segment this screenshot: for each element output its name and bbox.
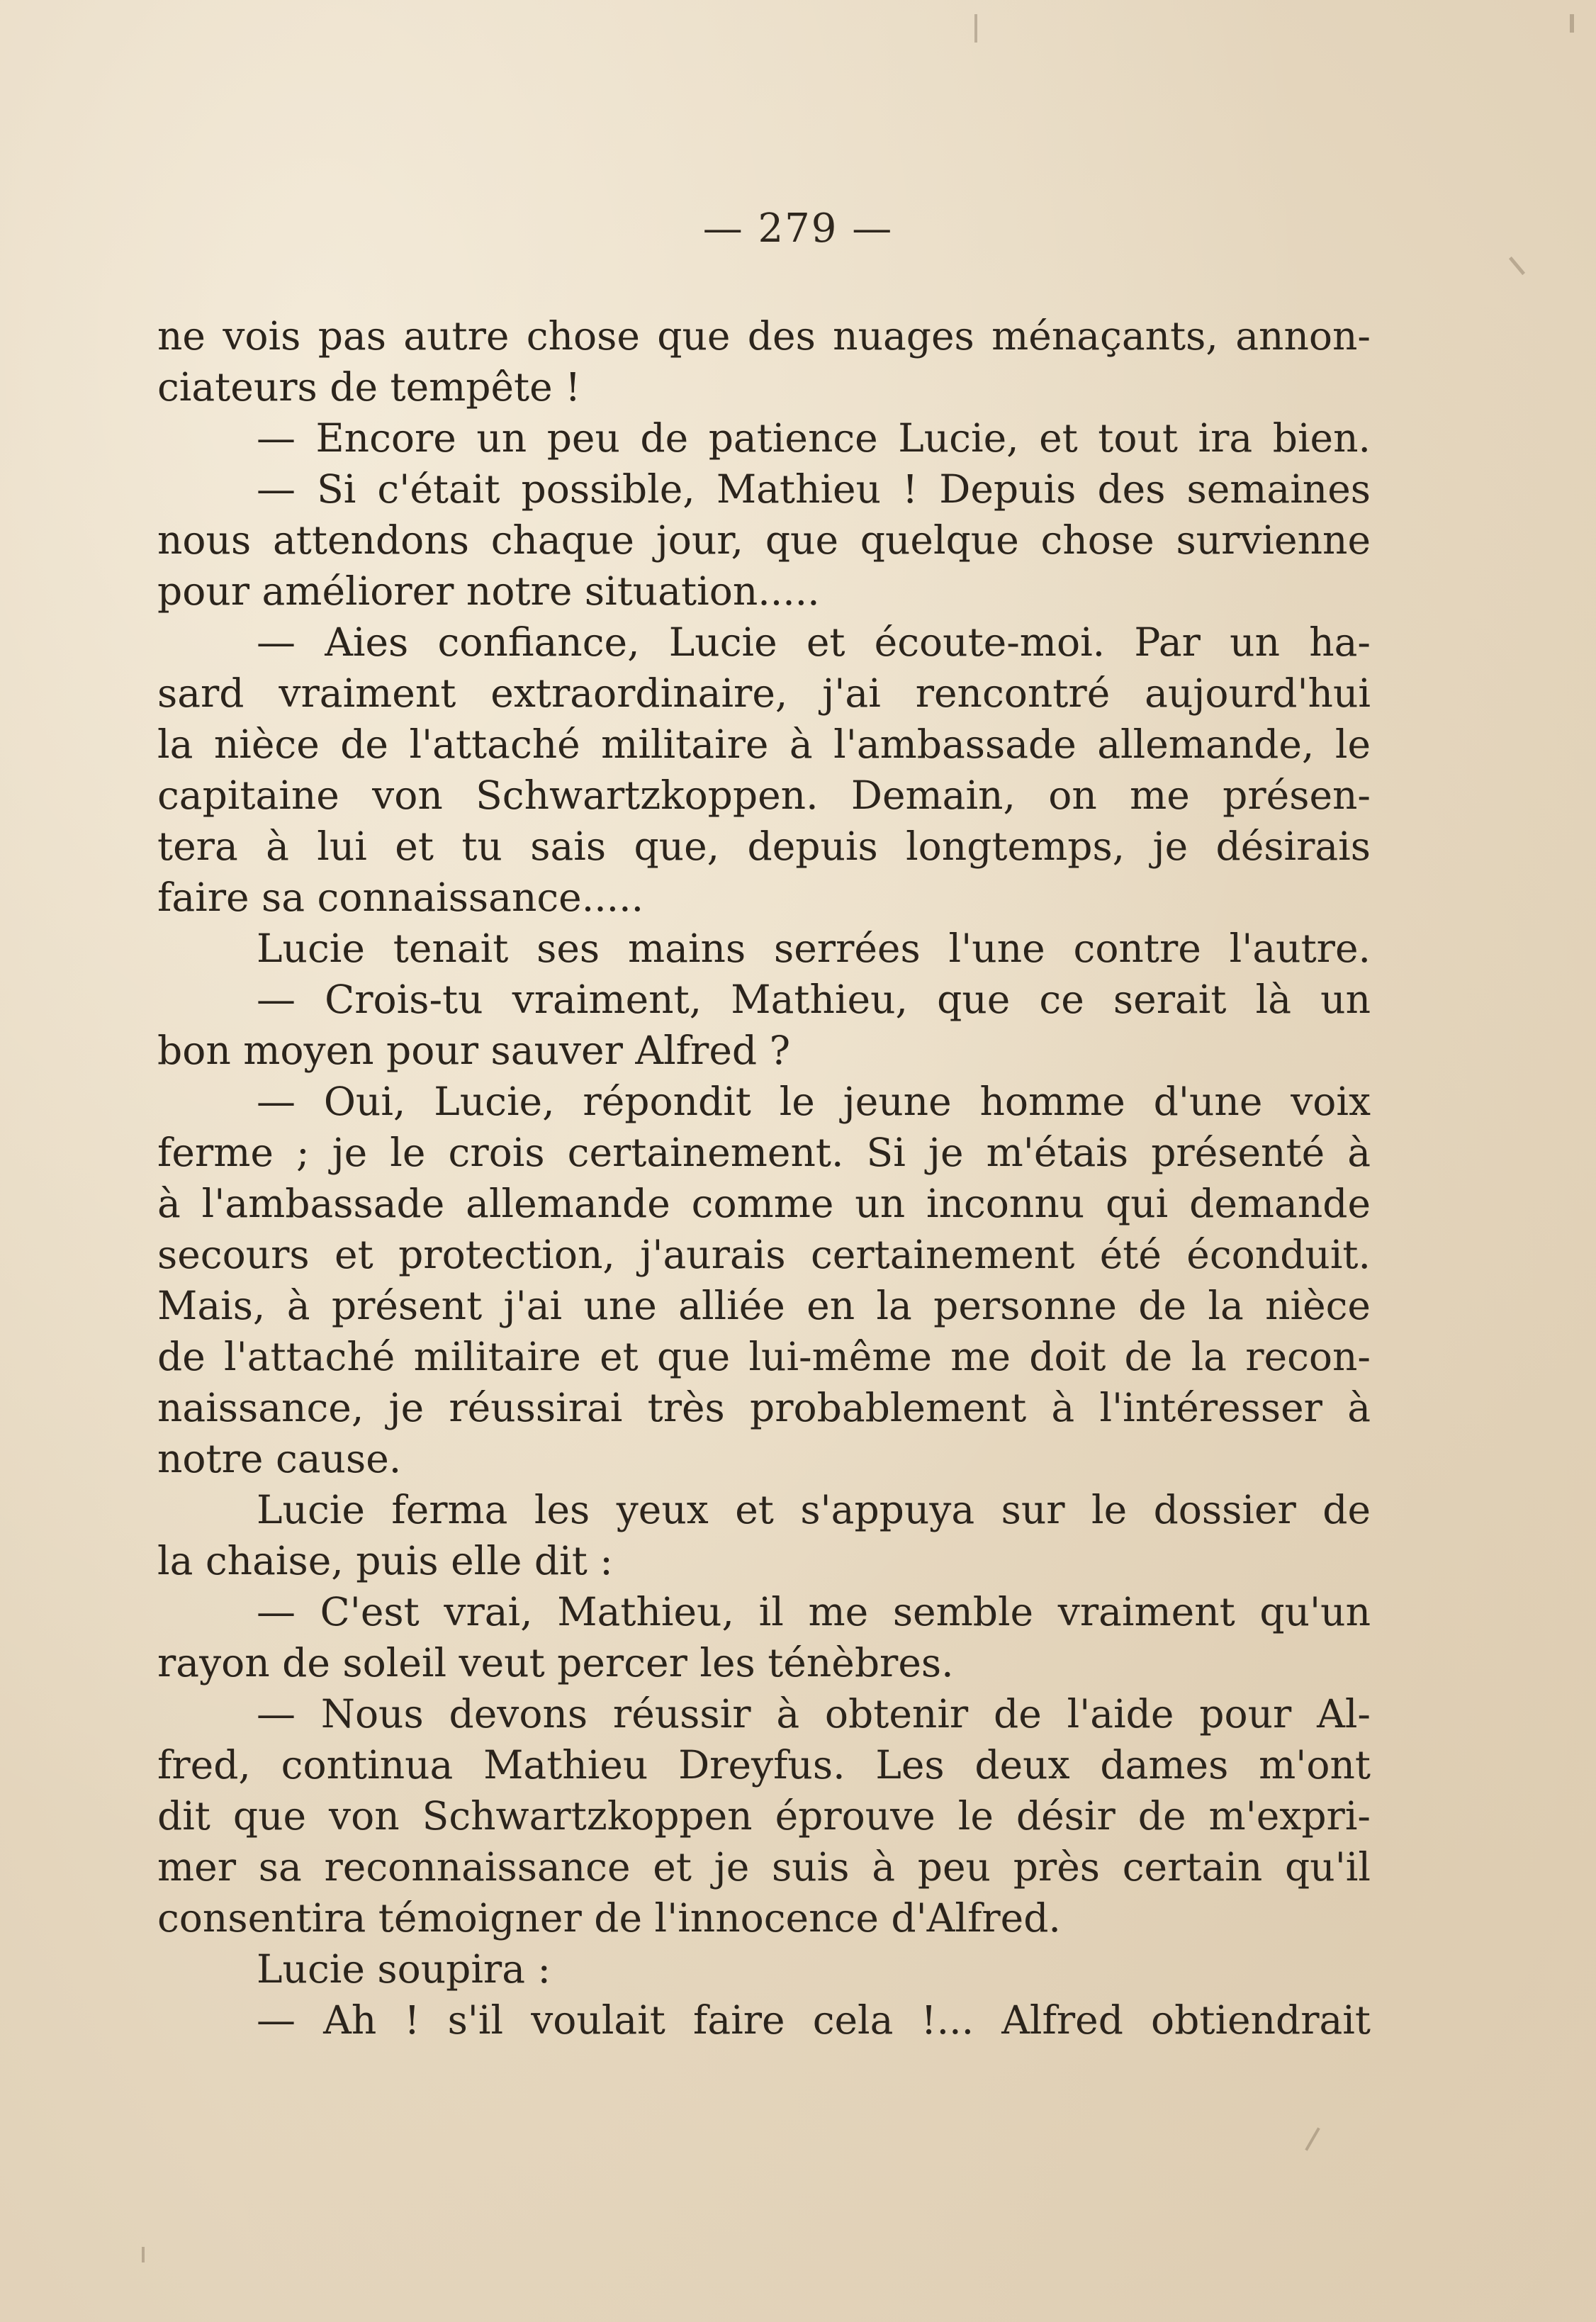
text-line: pour améliorer notre situation..... <box>157 568 820 614</box>
text-line: consentira témoigner de l'innocence d'Alfred. <box>157 1895 1061 1941</box>
text-line: ferme ; je le crois certainement. Si je m'étais présenté à <box>157 1130 1371 1175</box>
text-line: sard vraiment extraordinaire, j'ai rencontré aujourd'hui <box>157 671 1371 716</box>
text-line: — C'est vrai, Mathieu, il me semble vraiment qu'un <box>257 1589 1371 1634</box>
text-line: rayon de soleil veut percer les ténèbres. <box>157 1640 954 1686</box>
text-line: — Oui, Lucie, répondit le jeune homme d'une voix <box>257 1079 1371 1124</box>
text-line: fred, continua Mathieu Dreyfus. Les deux dames m'ont <box>157 1742 1371 1788</box>
text-line: — Aies confiance, Lucie et écoute-moi. Par un ha- <box>257 619 1371 665</box>
text-line: — Nous devons réussir à obtenir de l'aide pour Al- <box>257 1691 1371 1737</box>
text-line: Lucie tenait ses mains serrées l'une contre l'autre. <box>257 926 1371 971</box>
text-line: — Ah ! s'il voulait faire cela !... Alfred obtiendrait <box>257 1997 1371 2043</box>
paper-mark <box>974 14 977 43</box>
text-line: Lucie soupira : <box>257 1946 551 1992</box>
paper-mark <box>1570 14 1574 33</box>
text-line: nous attendons chaque jour, que quelque chose survienne <box>157 517 1371 563</box>
text-line: dit que von Schwartzkoppen éprouve le désir de m'expri- <box>157 1793 1371 1839</box>
text-line: — Crois-tu vraiment, Mathieu, que ce serait là un <box>257 977 1371 1022</box>
text-line: naissance, je réussirai très probablement à l'intéresser à <box>157 1385 1371 1430</box>
text-line: — Si c'était possible, Mathieu ! Depuis des semaines <box>257 466 1371 512</box>
paper-mark <box>1305 2127 1320 2150</box>
text-line: notre cause. <box>157 1436 402 1481</box>
text-line: bon moyen pour sauver Alfred ? <box>157 1028 791 1073</box>
text-line: Mais, à présent j'ai une alliée en la personne de la nièce <box>157 1283 1371 1328</box>
text-line: Lucie ferma les yeux et s'appuya sur le dossier de <box>257 1487 1371 1532</box>
text-line: tera à lui et tu sais que, depuis longtemps, je désirais <box>157 824 1371 869</box>
paper-mark <box>1509 257 1525 275</box>
text-line: ne vois pas autre chose que des nuages ménaçants, annon- <box>157 313 1371 359</box>
paper-mark <box>142 2247 145 2262</box>
text-line: ciateurs de tempête ! <box>157 364 581 410</box>
text-line: faire sa connaissance..... <box>157 875 644 920</box>
text-line: — Encore un peu de patience Lucie, et tout ira bien. <box>257 415 1371 461</box>
text-line: secours et protection, j'aurais certainement été éconduit. <box>157 1232 1371 1277</box>
text-line: capitaine von Schwartzkoppen. Demain, on me présen- <box>157 773 1371 818</box>
text-line: la chaise, puis elle dit : <box>157 1538 613 1583</box>
page-number: — 279 — <box>702 206 894 252</box>
text-line: la nièce de l'attaché militaire à l'ambassade allemande, le <box>157 722 1371 767</box>
text-line: mer sa reconnaissance et je suis à peu près certain qu'il <box>157 1844 1371 1890</box>
body-text <box>157 312 1371 2070</box>
text-line: de l'attaché militaire et que lui-même me doit de la recon- <box>157 1334 1371 1379</box>
text-line: à l'ambassade allemande comme un inconnu qui demande <box>157 1181 1371 1226</box>
